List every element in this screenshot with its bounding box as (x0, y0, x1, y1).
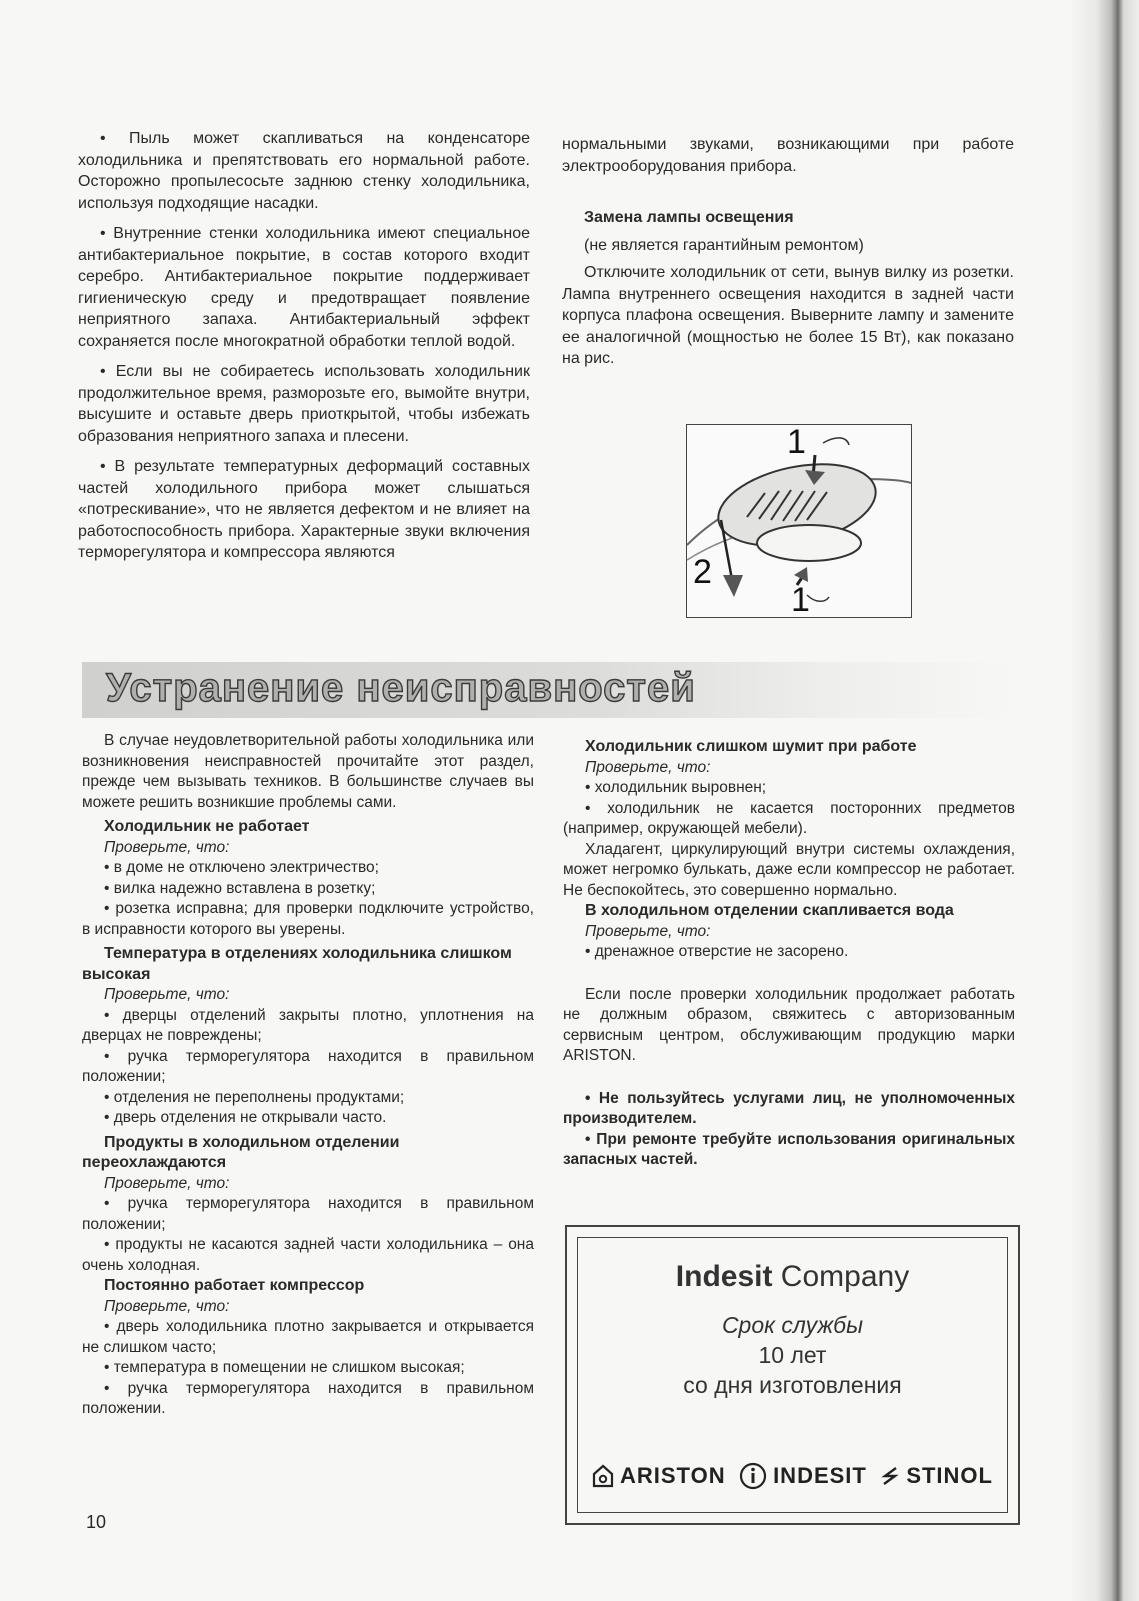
issue-heading: Температура в отделениях холодильника слишком высокая (82, 945, 512, 983)
paragraph: • Если вы не собираетесь использовать холодильник продолжительное время, разморозьте его, вымойте внутри, высушите и оставьте дверь приоткрытой, чтобы избежать образования неприятного запаха и плесени. (78, 363, 530, 445)
check-label: Проверьте, что: (104, 986, 230, 1003)
check-item: • в доме не отключено электричество; (104, 859, 379, 876)
lamp-subheading: (не является гарантийным ремонтом) (584, 236, 864, 254)
check-item: • ручка терморегулятора находится в правильном положении. (82, 1379, 534, 1417)
check-item: • дверь отделения не открывали часто. (104, 1109, 387, 1126)
service-life-value: 10 лет (758, 1342, 827, 1368)
brand-name: INDESIT (773, 1463, 867, 1488)
check-label: Проверьте, что: (585, 758, 711, 776)
lamp-instructions: Отключите холодильник от сети, вынув вилку из розетки. Лампа внутреннего освещения находится в задней части корпуса плафона освещения. Выверните лампу и замените ее аналогичной (мощностью не более 15 Вт), как показано на рис. (562, 264, 1014, 367)
company-name-rest: Company (772, 1260, 910, 1293)
bottom-right-column (563, 737, 1015, 1171)
warning-text: • При ремонте требуйте использования оригинальных запасных частей. (563, 1130, 1015, 1168)
check-item: • дренажное отверстие не засорено. (585, 943, 849, 960)
issue-heading: Постоянно работает компрессор (104, 1277, 365, 1294)
brand-logos (592, 1462, 993, 1490)
check-item: • продукты не касаются задней части холодильника – она очень холодная. (82, 1236, 534, 1274)
issue-heading: Продукты в холодильном отделении переохлаждаются (82, 1133, 400, 1171)
company-name (578, 1260, 1007, 1294)
brand-stinol (880, 1463, 993, 1489)
continuation-text: нормальными звуками, возникающими при работе электрооборудования прибора. (562, 136, 1014, 175)
lamp-replacement-figure (686, 424, 912, 618)
check-item: • ручка терморегулятора находится в правильном положении; (82, 1195, 534, 1233)
ariston-logo-icon (592, 1464, 614, 1488)
note-text: Хладагент, циркулирующий внутри системы охлаждения, может негромко булькать, даже если компрессор не работает. Не беспокойтесь, это совершенно нормально. (563, 840, 1015, 899)
paragraph: • Внутренние стенки холодильника имеют специальное антибактериальное покрытие, в состав которого входит серебро. Антибактериальное покрытие поддерживает гигиеническую среду и предотвращает появление неприятного запаха. Антибактериальный эффект сохраняется после многократной обработки теплой водой. (78, 225, 530, 350)
check-item: • дверцы отделений закрыты плотно, уплотнения на дверцах не повреждены; (82, 1006, 534, 1044)
check-item: • холодильник не касается посторонних предметов (например, окружающей мебели). (563, 799, 1015, 837)
check-item: • холодильник выровнен; (585, 779, 767, 796)
section-banner (82, 662, 1012, 718)
brand-indesit (739, 1462, 867, 1490)
check-item: • отделения не переполнены продуктами; (104, 1088, 405, 1106)
company-name-bold: Indesit (675, 1260, 773, 1293)
bottom-left-column (82, 731, 534, 1420)
service-life-box-inner (577, 1237, 1008, 1513)
paragraph: • В результате температурных деформаций составных частей холодильного прибора может слышаться «потрескивание», что не является дефектом и не влияет на работоспособность прибора. Характерные звуки включения терморегулятора и компрессора являются (78, 458, 530, 561)
check-label: Проверьте, что: (104, 1297, 230, 1315)
service-life-box (565, 1225, 1020, 1525)
issue-heading: Холодильник не работает (104, 818, 310, 835)
brand-ariston (592, 1463, 726, 1489)
service-life-from: со дня изготовления (683, 1372, 902, 1398)
check-label: Проверьте, что: (585, 922, 711, 940)
indesit-logo-icon (739, 1462, 767, 1490)
check-item: • температура в помещении не слишком высокая; (104, 1359, 465, 1376)
stinol-logo-icon (880, 1465, 900, 1487)
check-item: • дверь холодильника плотно закрывается и открывается не слишком часто; (82, 1318, 534, 1356)
check-item: • вилка надежно вставлена в розетку; (104, 879, 376, 897)
figure-label: 1 (787, 425, 806, 461)
figure-label: 1 (791, 581, 810, 617)
brand-name: ARISTON (620, 1463, 726, 1488)
intro-text: В случае неудовлетворительной работы холодильника или возникновения неисправностей прочитайте этот раздел, прежде чем вызывать техников. В большинстве случаев вы можете решить возникшие проблемы сами. (82, 732, 534, 811)
top-left-column (78, 128, 530, 573)
top-right-column (562, 134, 1014, 379)
service-text: Если после проверки холодильник продолжает работать не должным образом, свяжитесь с авторизованным сервисным центром, обслуживающим продукцию марки ARISTON. (563, 985, 1015, 1064)
page-number: 10 (86, 1512, 107, 1532)
warning-text: • Не пользуйтесь услугами лиц, не уполномоченных производителем. (563, 1089, 1015, 1127)
lamp-heading: Замена лампы освещения (584, 209, 794, 226)
check-item: • ручка терморегулятора находится в правильном положении; (82, 1047, 534, 1085)
page-edge-shadow (1069, 0, 1139, 1601)
check-label: Проверьте, что: (104, 1174, 230, 1192)
service-life-label: Срок службы (721, 1312, 864, 1338)
brand-name: STINOL (906, 1463, 993, 1488)
check-item: • розетка исправна; для проверки подключите устройство, в исправности которого вы уверены. (82, 900, 534, 938)
issue-heading: В холодильном отделении скапливается вода (585, 902, 954, 919)
issue-heading: Холодильник слишком шумит при работе (585, 738, 917, 755)
section-title: Устранение неисправностей (106, 666, 696, 710)
figure-label: 2 (693, 553, 712, 591)
paragraph: • Пыль может скапливаться на конденсаторе холодильника и препятствовать его нормальной работе. Осторожно пропылесосьте заднюю стенку холодильника, используя подходящие насадки. (78, 130, 530, 212)
check-label: Проверьте, что: (104, 838, 230, 856)
lamp-illustration (687, 425, 911, 617)
